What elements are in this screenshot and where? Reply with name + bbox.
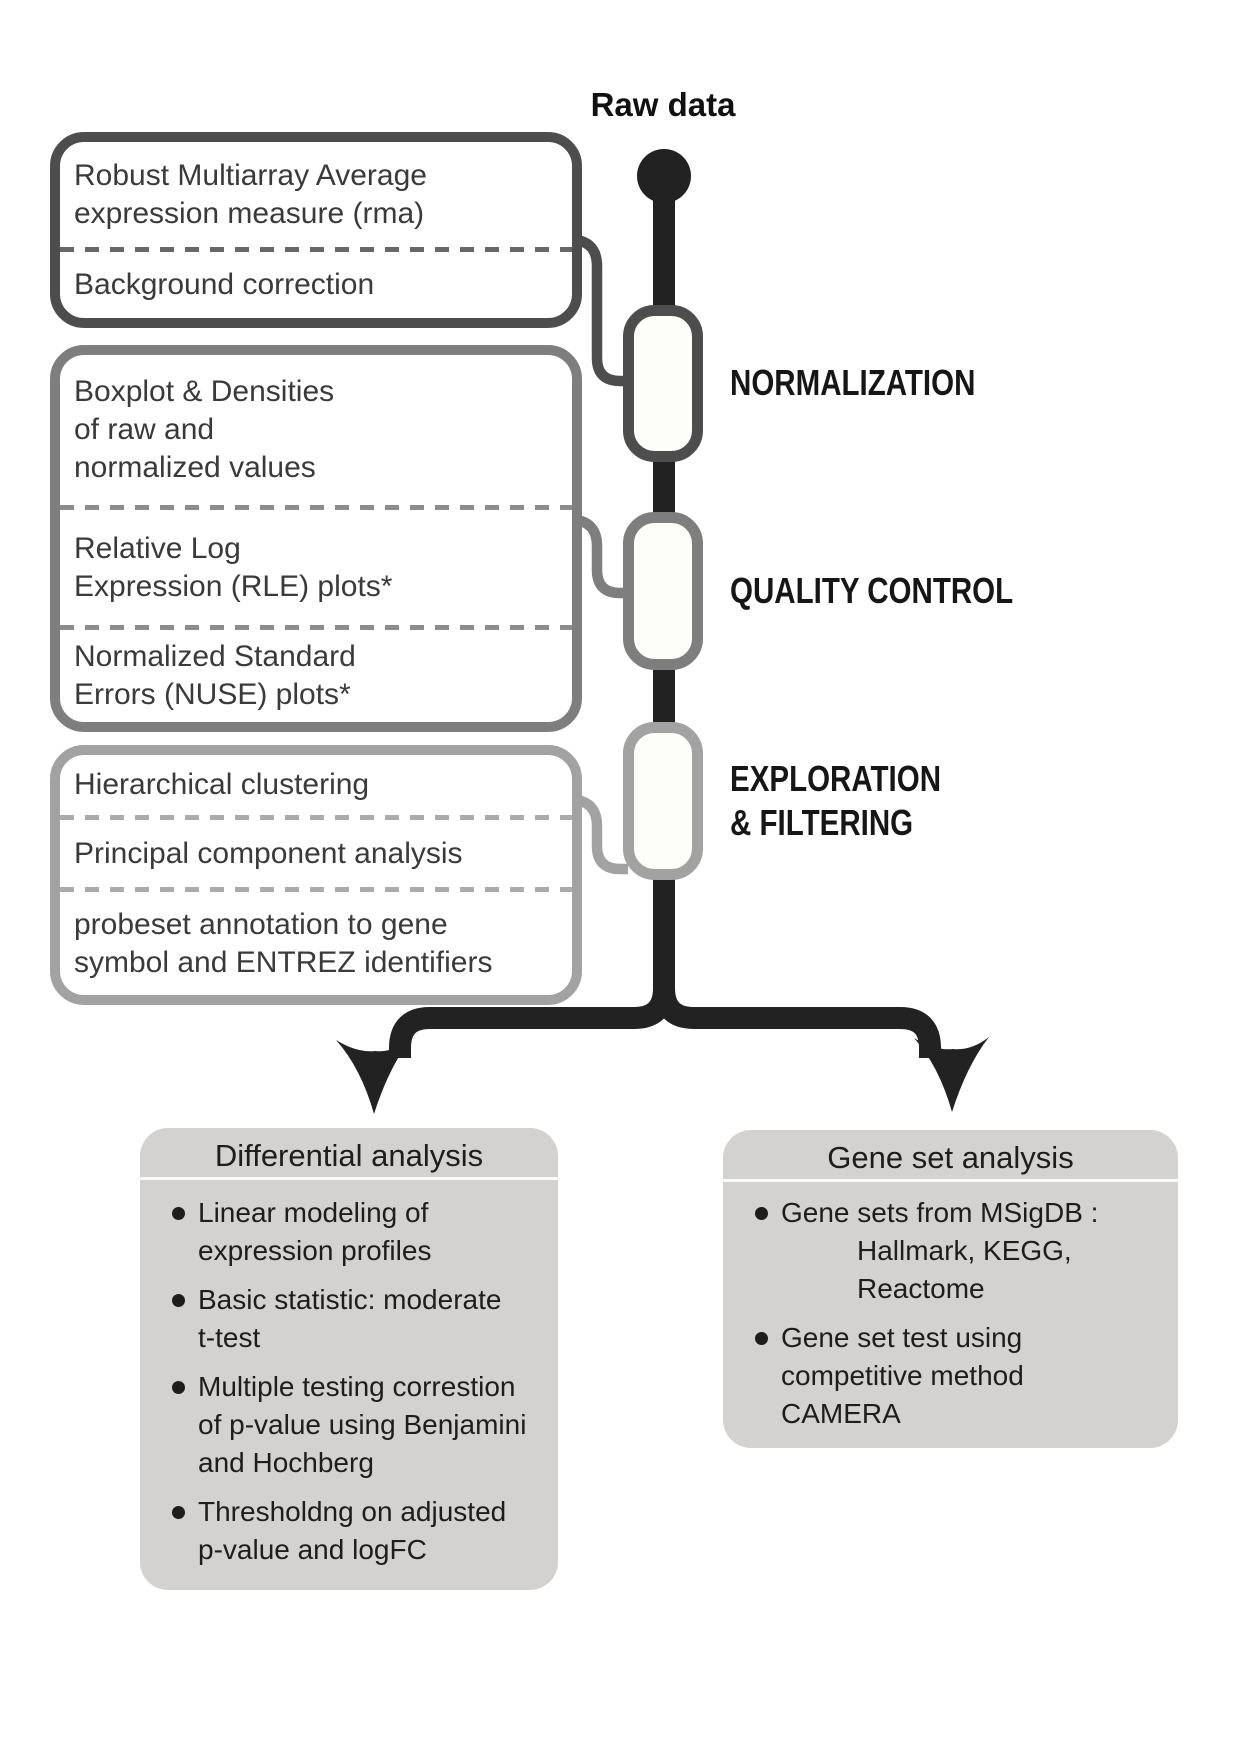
connector-box2-to-quality-control	[576, 520, 628, 593]
method-line: Boxplot & Densities	[74, 375, 335, 408]
bullet-line: competitive method	[781, 1360, 1024, 1391]
method-line: Hierarchical clustering	[74, 768, 370, 801]
raw-data-dot-icon	[637, 149, 691, 203]
bullet-line: t-test	[198, 1322, 261, 1353]
method-line: probeset annotation to gene	[74, 907, 448, 941]
analysis-box-gene-set	[723, 1130, 1178, 1448]
method-line: Robust Multiarray Average	[74, 158, 427, 192]
stage-label-exploration-filtering	[730, 757, 941, 845]
list-item	[198, 1368, 558, 1482]
method-box-normalization	[50, 132, 582, 328]
list-item	[198, 1281, 558, 1357]
connector-box1-to-normalization	[576, 240, 628, 381]
bullet-line: Multiple testing correstion	[198, 1371, 516, 1402]
list-item	[198, 1493, 558, 1569]
list-item	[198, 1194, 558, 1270]
arrowhead-left-icon	[336, 1039, 411, 1114]
stage-label-line: & FILTERING	[730, 802, 914, 843]
method-section	[60, 820, 572, 887]
bullet-list	[140, 1194, 558, 1569]
bullet-line: expression profiles	[198, 1235, 432, 1266]
method-section	[60, 355, 572, 505]
bullet-line: Thresholdng on adjusted	[198, 1496, 507, 1527]
stage-label-quality-control	[730, 569, 1013, 613]
method-section	[60, 510, 572, 625]
bullet-line: Gene set test using	[781, 1322, 1023, 1353]
method-line: normalized values	[74, 451, 316, 484]
method-section	[60, 142, 572, 247]
method-section	[60, 252, 572, 318]
list-item	[781, 1194, 1178, 1308]
bullet-line: Basic statistic: moderate	[198, 1284, 502, 1315]
stage-label-line: NORMALIZATION	[730, 362, 976, 403]
bullet-line: Reactome	[857, 1273, 985, 1304]
method-line: Background correction	[74, 268, 375, 301]
arrowhead-right-icon	[914, 1037, 989, 1112]
analysis-box-differential	[140, 1128, 558, 1590]
analysis-box-title: Gene set analysis	[723, 1130, 1178, 1182]
method-section	[60, 630, 572, 722]
method-section	[60, 755, 572, 815]
bullet-line: of p-value using Benjamini	[198, 1409, 527, 1440]
stage-label-normalization	[730, 361, 975, 405]
method-line: of raw and	[74, 413, 215, 446]
bullet-list	[723, 1194, 1178, 1433]
method-line: Errors (NUSE) plots*	[74, 678, 351, 711]
bullet-line: Linear modeling of	[198, 1197, 429, 1228]
connector-box3-to-exploration	[576, 800, 628, 869]
bullet-line: CAMERA	[781, 1398, 901, 1429]
method-box-exploration	[50, 745, 582, 1005]
bullet-line: p-value and logFC	[198, 1534, 427, 1565]
method-line: Relative Log	[74, 531, 241, 565]
bullet-line: and Hochberg	[198, 1447, 374, 1478]
method-box-quality-control	[50, 345, 582, 732]
raw-data-label: Raw data	[590, 86, 736, 123]
bullet-line: Gene sets from MSigDB :	[781, 1197, 1099, 1228]
method-line: symbol and ENTREZ identifiers	[74, 945, 493, 979]
stage-label-line: EXPLORATION	[730, 758, 942, 799]
branch-arm-right	[664, 958, 930, 1058]
list-item	[781, 1319, 1178, 1433]
method-line: Principal component analysis	[74, 836, 463, 870]
method-line: Expression (RLE) plots*	[74, 569, 393, 603]
analysis-box-title: Differential analysis	[140, 1128, 558, 1180]
method-section	[60, 892, 572, 995]
stage-pill-quality-control	[629, 518, 698, 665]
bullet-line: Hallmark, KEGG,	[857, 1235, 1072, 1266]
method-line: Normalized Standard	[74, 640, 356, 673]
stage-pill-normalization	[629, 311, 698, 457]
stage-label-line: QUALITY CONTROL	[730, 570, 1014, 611]
stage-pill-exploration-filtering	[629, 728, 698, 875]
method-line: expression measure (rma)	[74, 196, 425, 230]
